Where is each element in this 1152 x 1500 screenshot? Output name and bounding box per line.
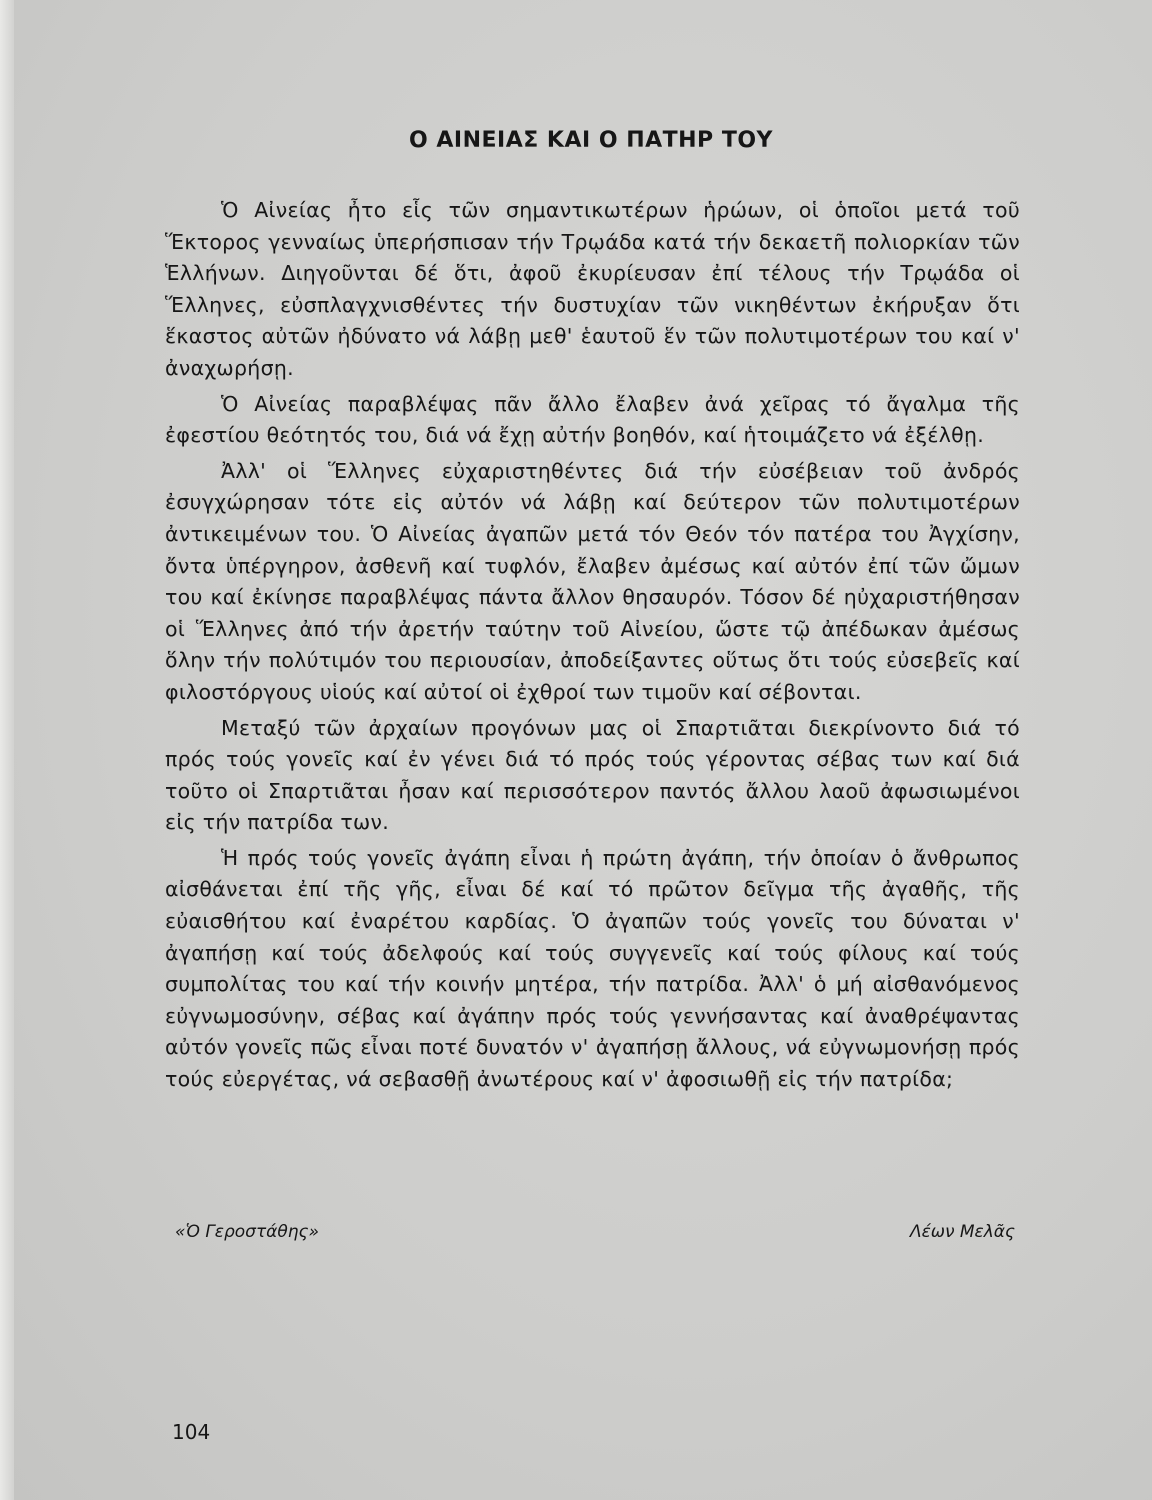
page-number: 104 bbox=[172, 1420, 211, 1444]
attribution bbox=[175, 1222, 1015, 1242]
article-body bbox=[165, 195, 1020, 1100]
paragraph-3: Ἀλλ' οἱ Ἕλληνες εὐχαριστηθέντες διά τήν εὐσέβειαν τοῦ ἀνδρός ἐσυγχώρησαν τότε εἰς αὐτόν νά λάβῃ καί δεύτερον τῶν πολυτιμοτέρων ἀντικειμένων του. Ὁ Αἰνείας ἀγαπῶν μετά τόν Θεόν τόν πατέρα του Ἀγχίσην, ὄντα ὑπέργηρον, ἀσθενῆ καί τυφλόν, ἔλαβεν ἀμέσως καί αὐτόν ἐπί τῶν ὤμων του καί ἐκίνησε παραβλέψας πάντα ἄλλον θησαυρόν. Τόσον δέ ηὐχαριστήθησαν οἱ Ἕλληνες ἀπό τήν ἀρετήν ταύτην τοῦ Αἰνείου, ὥστε τῷ ἀπέδωκαν ἀμέσως ὅλην τήν πολύτιμόν του περιουσίαν, ἀποδείξαντες οὕτως ὅτι τούς εὐσεβεῖς καί φιλοστόργους υἱούς καί αὐτοί οἱ ἐχθροί των τιμοῦν καί σέβονται. bbox=[165, 458, 1020, 704]
paragraph-1: Ὁ Αἰνείας ἦτο εἷς τῶν σημαντικωτέρων ἡρώων, οἱ ὁποῖοι μετά τοῦ Ἕκτορος γενναίως ὑπερήσπισαν τήν Τρῳάδα κατά τήν δεκαετῆ πολιορκίαν τῶν Ἑλλήνων. Διηγοῦνται δέ ὅτι, ἀφοῦ ἐκυρίευσαν ἐπί τέλους τήν Τρῳάδα οἱ Ἕλληνες, εὐσπλαγχνισθέντες τήν δυστυχίαν τῶν νικηθέντων ἐκήρυξαν ὅτι ἕκαστος αὐτῶν ἠδύνατο νά λάβῃ μεθ' ἑαυτοῦ ἕν τῶν πολυτιμοτέρων του καί ν' ἀναχωρήσῃ. bbox=[165, 198, 1020, 380]
paragraph-5: Ἡ πρός τούς γονεῖς ἀγάπη εἶναι ἡ πρώτη ἀγάπη, τήν ὁποίαν ὁ ἄνθρωπος αἰσθάνεται ἐπί τῆς γῆς, εἶναι δέ καί τό πρῶτον δεῖγμα τῆς ἀγαθῆς, τῆς εὐαισθήτου καί ἐναρέτου καρδίας. Ὁ ἀγαπῶν τούς γονεῖς του δύναται ν' ἀγαπήσῃ καί τούς ἀδελφούς καί τούς συγγενεῖς καί τούς φίλους καί τούς συμπολίτας του καί τήν κοινήν μητέρα, τήν πατρίδα. Ἀλλ' ὁ μή αἰσθανόμενος εὐγνωμοσύνην, σέβας καί ἀγάπην πρός τούς γεννήσαντας καί ἀναθρέψαντας αὐτόν γονεῖς πῶς εἶναι ποτέ δυνατόν ν' ἀγαπήσῃ ἄλλους, νά εὐγνωμονήσῃ πρός τούς εὐεργέτας, νά σεβασθῇ ἀνωτέρους καί ν' ἀφοσιωθῇ εἰς τήν πατρίδα; bbox=[165, 845, 1020, 1092]
page-edge bbox=[0, 0, 14, 1500]
page-title: Ο ΑΙΝΕΙΑΣ ΚΑΙ Ο ΠΑΤΗΡ ΤΟΥ bbox=[409, 128, 773, 153]
author-name: Λέων Μελᾶς bbox=[909, 1222, 1015, 1242]
paragraph-2: Ὁ Αἰνείας παραβλέψας πᾶν ἄλλο ἔλαβεν ἀνά χεῖρας τό ἄγαλμα τῆς ἐφεστίου θεότητός του, διά νά ἔχῃ αὐτήν βοηθόν, καί ἡτοιμάζετο νά ἐξέλθῃ. bbox=[165, 391, 1020, 448]
paragraph-4: Μεταξύ τῶν ἀρχαίων προγόνων μας οἱ Σπαρτιᾶται διεκρίνοντο διά τό πρός τούς γονεῖς καί ἐν γένει διά τό πρός τούς γέροντας σέβας των καί διά τοῦτο οἱ Σπαρτιᾶται ἦσαν καί περισσότερον παντός ἄλλου λαοῦ ἀφωσιωμένοι εἰς τήν πατρίδα των. bbox=[165, 715, 1020, 835]
source-title: «Ὁ Γεροστάθης» bbox=[175, 1222, 320, 1242]
